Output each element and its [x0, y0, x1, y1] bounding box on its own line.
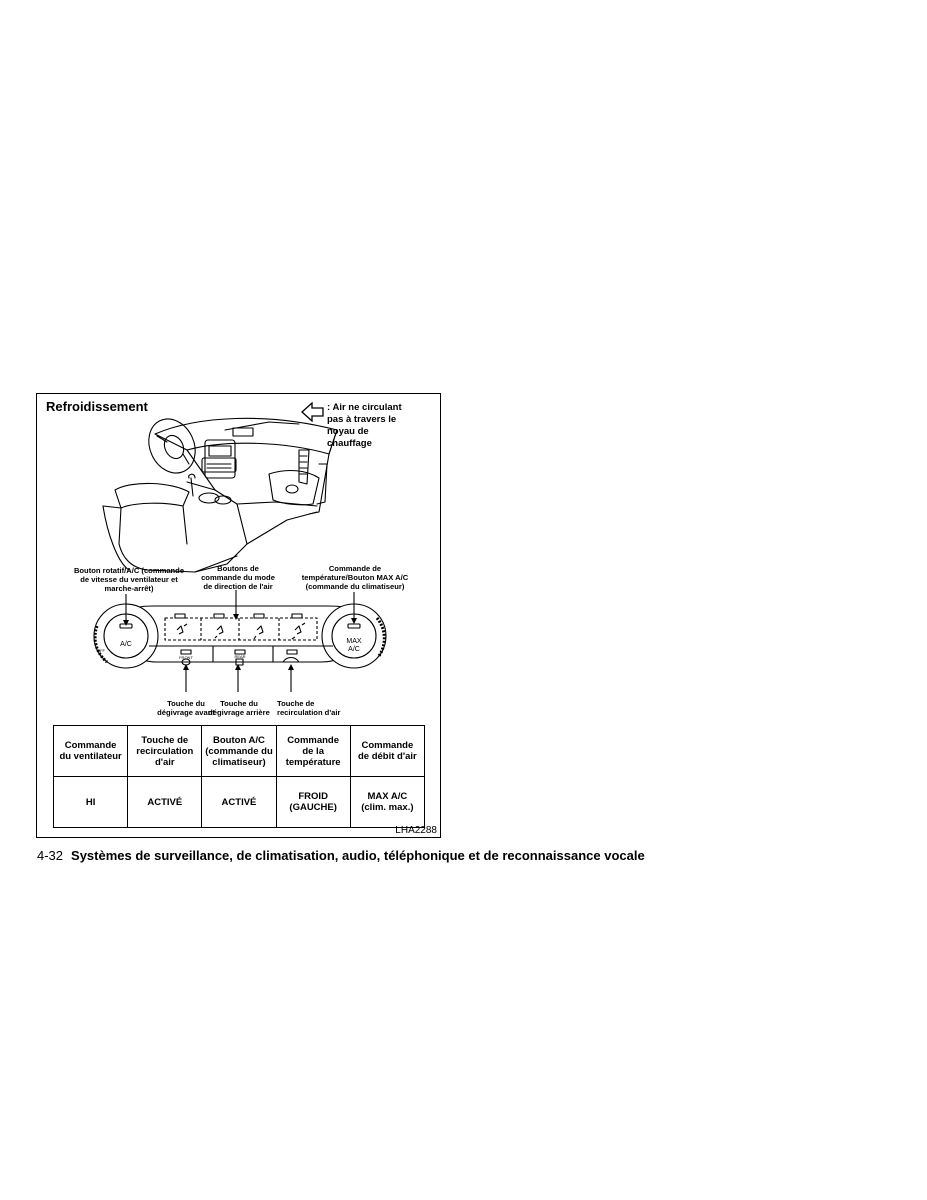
table-row [54, 777, 425, 828]
front-label: FRONT [179, 655, 193, 660]
page-footer [37, 848, 645, 863]
page-number: 4-32 [37, 848, 64, 863]
table-header: Commande de débit d'air [350, 726, 424, 777]
figure-title: Refroidissement [46, 399, 148, 414]
dashboard-illustration [37, 394, 442, 724]
off-label: OFF [97, 648, 105, 653]
cooling-figure [36, 393, 441, 838]
table-header: Bouton A/C (commande du climatiseur) [202, 726, 276, 777]
callout-temp-knob: Commande de température/Bouton MAX A/C (commande du climatiseur) [301, 564, 409, 591]
rear-label: REAR [234, 654, 246, 659]
table-cell: MAX A/C (clim. max.) [350, 777, 424, 828]
settings-table [53, 725, 425, 828]
callout-front-defrost: Touche du dégivrage avant [157, 699, 215, 717]
knob-label-max-ac: A/C [348, 646, 360, 653]
table-cell: ACTIVÉ [128, 777, 202, 828]
table-cell: ACTIVÉ [202, 777, 276, 828]
figure-code: LHA2288 [395, 825, 437, 836]
callout-fan-knob: Bouton rotatif/A/C (commande de vitesse du ventilateur et marche-arrêt) [73, 566, 185, 593]
callout-mode-buttons: Boutons de commande du mode de direction de l'air [201, 564, 275, 591]
table-header: Commande du ventilateur [54, 726, 128, 777]
table-cell: FROID (GAUCHE) [276, 777, 350, 828]
callout-rear-defrost: Touche du dégivrage arrière [208, 699, 270, 717]
table-header: Touche de recirculation d'air [128, 726, 202, 777]
legend-text: : Air ne circulant pas à travers le noyau de chauffage [327, 402, 402, 449]
table-cell: HI [54, 777, 128, 828]
callout-recirc: Touche de recirculation d'air [277, 699, 341, 717]
table-header: Commande de la température [276, 726, 350, 777]
table-header-row [54, 726, 425, 777]
knob-label-max: MAX [346, 638, 362, 645]
section-title: Systèmes de surveillance, de climatisation, audio, téléphonique et de reconnaissance vocale [71, 848, 645, 863]
knob-label-ac: A/C [120, 641, 132, 648]
